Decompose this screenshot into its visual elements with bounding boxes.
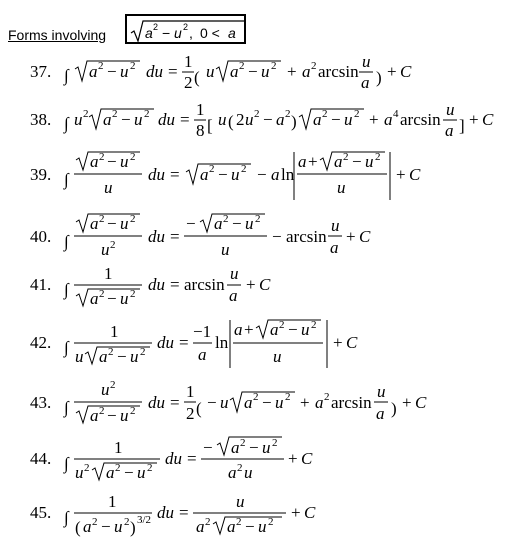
svg-text:2: 2: [130, 405, 136, 417]
svg-text:]: ]: [459, 116, 465, 135]
svg-text:u: u: [206, 62, 215, 81]
svg-text:a: a: [90, 214, 99, 233]
svg-text:u: u: [74, 110, 83, 129]
svg-text:2: 2: [110, 239, 116, 251]
formula-40: [0, 212, 516, 266]
svg-text:2: 2: [236, 516, 242, 528]
svg-text:−: −: [101, 517, 111, 536]
svg-text:arcsin: arcsin: [331, 393, 372, 412]
svg-text:C: C: [400, 62, 412, 81]
svg-text:a: a: [276, 110, 285, 129]
svg-text:2: 2: [285, 391, 291, 403]
svg-text:=: =: [179, 503, 189, 522]
svg-text:2: 2: [153, 22, 159, 32]
svg-text:a: a: [376, 404, 385, 423]
svg-text:−: −: [257, 165, 267, 184]
svg-text:2: 2: [237, 462, 243, 474]
svg-text:+: +: [346, 227, 356, 246]
svg-text:du: du: [148, 227, 165, 246]
svg-text:2: 2: [112, 108, 118, 120]
svg-text:C: C: [482, 110, 494, 129]
svg-text:42.: 42.: [30, 333, 52, 352]
svg-text:du: du: [148, 393, 165, 412]
svg-text:1: 1: [196, 100, 205, 119]
svg-text:(: (: [228, 112, 234, 131]
svg-text:a: a: [90, 289, 99, 308]
svg-text:2: 2: [130, 151, 136, 163]
svg-text:2: 2: [98, 60, 104, 72]
svg-text:u: u: [75, 463, 84, 482]
svg-text:2: 2: [99, 405, 105, 417]
svg-text:u: u: [275, 393, 284, 412]
svg-text:u: u: [262, 438, 271, 457]
svg-text:39.: 39.: [30, 165, 52, 184]
svg-text:a: a: [196, 517, 205, 536]
svg-text:u: u: [230, 264, 239, 283]
svg-text:arcsin: arcsin: [286, 227, 327, 246]
svg-text:+: +: [369, 110, 379, 129]
svg-text:a: a: [298, 152, 307, 171]
svg-text:=: =: [180, 110, 190, 129]
svg-text:−: −: [263, 110, 273, 129]
svg-text:+: +: [300, 393, 310, 412]
svg-text:u: u: [446, 100, 455, 119]
svg-text:2: 2: [324, 391, 330, 403]
svg-text:−: −: [272, 227, 282, 246]
svg-text:2: 2: [255, 213, 261, 225]
svg-text:C: C: [301, 449, 313, 468]
svg-text:u: u: [258, 517, 267, 536]
svg-text:u: u: [101, 380, 110, 399]
formula-45: [0, 488, 516, 542]
svg-text:ln: ln: [215, 333, 229, 352]
svg-text:=: =: [187, 449, 197, 468]
svg-text:2: 2: [254, 108, 260, 120]
svg-text:+: +: [246, 275, 256, 294]
svg-text:a: a: [214, 214, 223, 233]
svg-text:u: u: [273, 347, 282, 366]
svg-text:a: a: [90, 152, 99, 171]
svg-text:u: u: [245, 110, 254, 129]
svg-text:C: C: [415, 393, 427, 412]
svg-text:2: 2: [285, 108, 291, 120]
svg-text:u: u: [337, 178, 346, 197]
svg-text:u: u: [75, 347, 84, 366]
svg-text:43.: 43.: [30, 393, 52, 412]
svg-text:−: −: [262, 393, 272, 412]
svg-text:−: −: [248, 62, 258, 81]
svg-text:a: a: [270, 320, 279, 339]
svg-text:a: a: [99, 347, 108, 366]
svg-text:a: a: [228, 463, 237, 482]
formula-38: [0, 98, 516, 144]
svg-text:+: +: [287, 62, 297, 81]
svg-text:u: u: [120, 152, 129, 171]
svg-text:a: a: [244, 393, 253, 412]
svg-text:2: 2: [110, 379, 116, 391]
svg-text:+: +: [396, 165, 406, 184]
svg-text:u: u: [120, 214, 129, 233]
svg-text:a: a: [234, 320, 243, 339]
svg-text:a: a: [271, 165, 280, 184]
svg-text:C: C: [304, 503, 316, 522]
svg-text:u: u: [114, 517, 123, 536]
svg-text:−: −: [107, 289, 117, 308]
svg-text:=: =: [168, 62, 178, 81]
svg-text:44.: 44.: [30, 449, 52, 468]
svg-text:u: u: [130, 347, 139, 366]
svg-text:41.: 41.: [30, 275, 52, 294]
svg-text:∫: ∫: [64, 454, 69, 473]
svg-text:u: u: [104, 178, 113, 197]
svg-text:2: 2: [130, 288, 136, 300]
svg-text:arcsin: arcsin: [184, 275, 225, 294]
svg-text:3/2: 3/2: [137, 514, 152, 526]
svg-text:u: u: [261, 62, 270, 81]
svg-text:a: a: [302, 62, 311, 81]
svg-text:u: u: [134, 110, 143, 129]
svg-text:=: =: [170, 275, 180, 294]
svg-text:−: −: [186, 214, 196, 233]
svg-text:+: +: [333, 333, 343, 352]
svg-text:−: −: [121, 110, 131, 129]
svg-text:u: u: [137, 463, 146, 482]
svg-text:u: u: [174, 25, 182, 41]
svg-text:a: a: [145, 25, 153, 41]
svg-text:a: a: [384, 110, 393, 129]
svg-text:a: a: [445, 121, 454, 140]
svg-text:a: a: [198, 345, 207, 364]
svg-text:−: −: [107, 62, 117, 81]
svg-text:): ): [291, 112, 297, 131]
svg-text:a: a: [361, 73, 370, 92]
svg-text:a: a: [106, 463, 115, 482]
svg-text:u: u: [377, 382, 386, 401]
svg-text:u: u: [365, 152, 374, 171]
svg-text:C: C: [259, 275, 271, 294]
svg-text:−: −: [117, 347, 127, 366]
svg-text:,: ,: [189, 25, 193, 41]
svg-text:2: 2: [279, 319, 285, 331]
svg-text:4: 4: [393, 108, 399, 120]
svg-text:1: 1: [186, 382, 195, 401]
svg-text:=: =: [170, 165, 180, 184]
svg-text:2: 2: [223, 213, 229, 225]
svg-text:2: 2: [241, 163, 247, 175]
svg-text:+: +: [291, 503, 301, 522]
svg-text:2: 2: [209, 163, 215, 175]
svg-text:+: +: [288, 449, 298, 468]
svg-text:(: (: [75, 518, 81, 537]
svg-text:a: a: [83, 517, 92, 536]
svg-text:2: 2: [183, 22, 189, 32]
svg-text:2: 2: [272, 437, 278, 449]
svg-text:2: 2: [99, 213, 105, 225]
svg-text:∫: ∫: [64, 232, 69, 251]
svg-text:1: 1: [108, 492, 117, 511]
svg-text:2: 2: [375, 151, 381, 163]
svg-text:a: a: [330, 238, 339, 257]
svg-text:2: 2: [92, 516, 98, 528]
svg-text:2: 2: [311, 60, 317, 72]
svg-text:2: 2: [268, 516, 274, 528]
svg-text:∫: ∫: [64, 280, 69, 299]
svg-text:2: 2: [236, 110, 245, 129]
svg-text:u: u: [362, 52, 371, 71]
svg-text:u: u: [231, 165, 240, 184]
svg-text:2: 2: [99, 288, 105, 300]
svg-text:du: du: [165, 449, 182, 468]
svg-text:1: 1: [110, 322, 119, 341]
formula-37: [0, 50, 516, 96]
svg-text:u: u: [245, 214, 254, 233]
svg-text:+: +: [469, 110, 479, 129]
svg-text:[: [: [207, 116, 213, 135]
svg-text:−: −: [162, 25, 171, 41]
svg-text:u: u: [101, 240, 110, 259]
svg-text:1: 1: [184, 52, 193, 71]
svg-text:38.: 38.: [30, 110, 52, 129]
svg-text:2: 2: [130, 60, 136, 72]
svg-text:2: 2: [271, 60, 277, 72]
svg-text:∫: ∫: [64, 338, 69, 357]
svg-text:du: du: [148, 165, 165, 184]
svg-text:−: −: [203, 438, 213, 457]
svg-text:2: 2: [99, 151, 105, 163]
svg-text:−: −: [107, 214, 117, 233]
formula-43: [0, 378, 516, 430]
svg-text:+: +: [308, 152, 318, 171]
svg-text:2: 2: [144, 108, 150, 120]
svg-text:−: −: [331, 110, 341, 129]
svg-text:∫: ∫: [64, 66, 69, 85]
svg-text:2: 2: [311, 319, 317, 331]
svg-text:2: 2: [140, 346, 146, 358]
svg-text:a: a: [103, 110, 112, 129]
svg-text:+: +: [244, 320, 254, 339]
svg-text:−: −: [207, 393, 217, 412]
svg-text:2: 2: [239, 60, 245, 72]
svg-text:=: =: [179, 333, 189, 352]
svg-text:∫: ∫: [64, 398, 69, 417]
svg-text:du: du: [148, 275, 165, 294]
svg-text:a: a: [315, 393, 324, 412]
svg-text:2: 2: [186, 404, 195, 423]
svg-text:=: =: [170, 393, 180, 412]
svg-text:45.: 45.: [30, 503, 52, 522]
svg-text:a: a: [90, 406, 99, 425]
svg-text:du: du: [158, 110, 175, 129]
svg-text:∫: ∫: [64, 508, 69, 527]
svg-text:−: −: [124, 463, 134, 482]
svg-text:40.: 40.: [30, 227, 52, 246]
svg-text:a: a: [89, 62, 98, 81]
formula-39: [0, 150, 516, 204]
svg-text:u: u: [221, 240, 230, 259]
svg-text:2: 2: [147, 462, 153, 474]
svg-text:1: 1: [114, 438, 123, 457]
svg-text:37.: 37.: [30, 62, 52, 81]
condition-expression: [129, 18, 246, 44]
svg-text:a: a: [228, 25, 236, 41]
section-condition-box: [125, 14, 246, 44]
svg-text:+: +: [387, 62, 397, 81]
svg-text:−: −: [249, 438, 259, 457]
svg-text:u: u: [218, 110, 227, 129]
svg-text:2: 2: [354, 108, 360, 120]
svg-text:u: u: [120, 406, 129, 425]
section-label: Forms involving: [8, 27, 107, 43]
svg-text:−: −: [232, 214, 242, 233]
svg-text:du: du: [157, 333, 174, 352]
svg-text:a: a: [313, 110, 322, 129]
formula-41: [0, 262, 516, 312]
svg-text:−: −: [288, 320, 298, 339]
svg-text:2: 2: [130, 213, 136, 225]
svg-text:−: −: [107, 152, 117, 171]
svg-text:2: 2: [253, 391, 259, 403]
svg-text:8: 8: [196, 121, 205, 140]
svg-text:∫: ∫: [64, 114, 69, 133]
svg-text:C: C: [346, 333, 358, 352]
svg-text:u: u: [331, 216, 340, 235]
svg-text:−: −: [245, 517, 255, 536]
svg-text:u: u: [236, 492, 245, 511]
svg-text:arcsin: arcsin: [318, 62, 359, 81]
svg-text:ln: ln: [281, 165, 295, 184]
svg-text:a: a: [229, 286, 238, 305]
svg-text:(: (: [196, 399, 202, 418]
svg-text:a: a: [200, 165, 209, 184]
svg-text:u: u: [301, 320, 310, 339]
svg-text:du: du: [157, 503, 174, 522]
svg-text:+: +: [402, 393, 412, 412]
svg-text:C: C: [409, 165, 421, 184]
svg-text:2: 2: [115, 462, 121, 474]
svg-text:u: u: [344, 110, 353, 129]
svg-text:−1: −1: [193, 322, 212, 341]
svg-text:u: u: [244, 463, 253, 482]
svg-text:−: −: [352, 152, 362, 171]
formula-44: [0, 434, 516, 486]
svg-text:u: u: [220, 393, 229, 412]
svg-text:2: 2: [108, 346, 114, 358]
svg-text:a: a: [230, 62, 239, 81]
svg-text:a: a: [334, 152, 343, 171]
svg-text:2: 2: [124, 516, 130, 528]
svg-text:arcsin: arcsin: [400, 110, 441, 129]
svg-text:2: 2: [83, 108, 89, 120]
svg-text:2: 2: [184, 73, 193, 92]
svg-text:C: C: [359, 227, 371, 246]
svg-text:a: a: [231, 438, 240, 457]
svg-text:0 <: 0 <: [200, 25, 220, 41]
svg-text:−: −: [218, 165, 228, 184]
svg-text:1: 1: [104, 264, 113, 283]
svg-text:a: a: [227, 517, 236, 536]
svg-text:): ): [376, 68, 382, 87]
svg-text:2: 2: [322, 108, 328, 120]
formula-42: [0, 318, 516, 372]
svg-text:2: 2: [240, 437, 246, 449]
svg-text:2: 2: [84, 462, 90, 474]
svg-text:(: (: [194, 68, 200, 87]
svg-text:u: u: [120, 62, 129, 81]
svg-text:2: 2: [205, 516, 211, 528]
svg-text:2: 2: [343, 151, 349, 163]
svg-text:−: −: [107, 406, 117, 425]
svg-text:=: =: [170, 227, 180, 246]
svg-text:): ): [130, 518, 136, 537]
svg-text:u: u: [120, 289, 129, 308]
svg-text:∫: ∫: [64, 170, 69, 189]
svg-text:du: du: [146, 62, 163, 81]
svg-text:): ): [391, 399, 397, 418]
